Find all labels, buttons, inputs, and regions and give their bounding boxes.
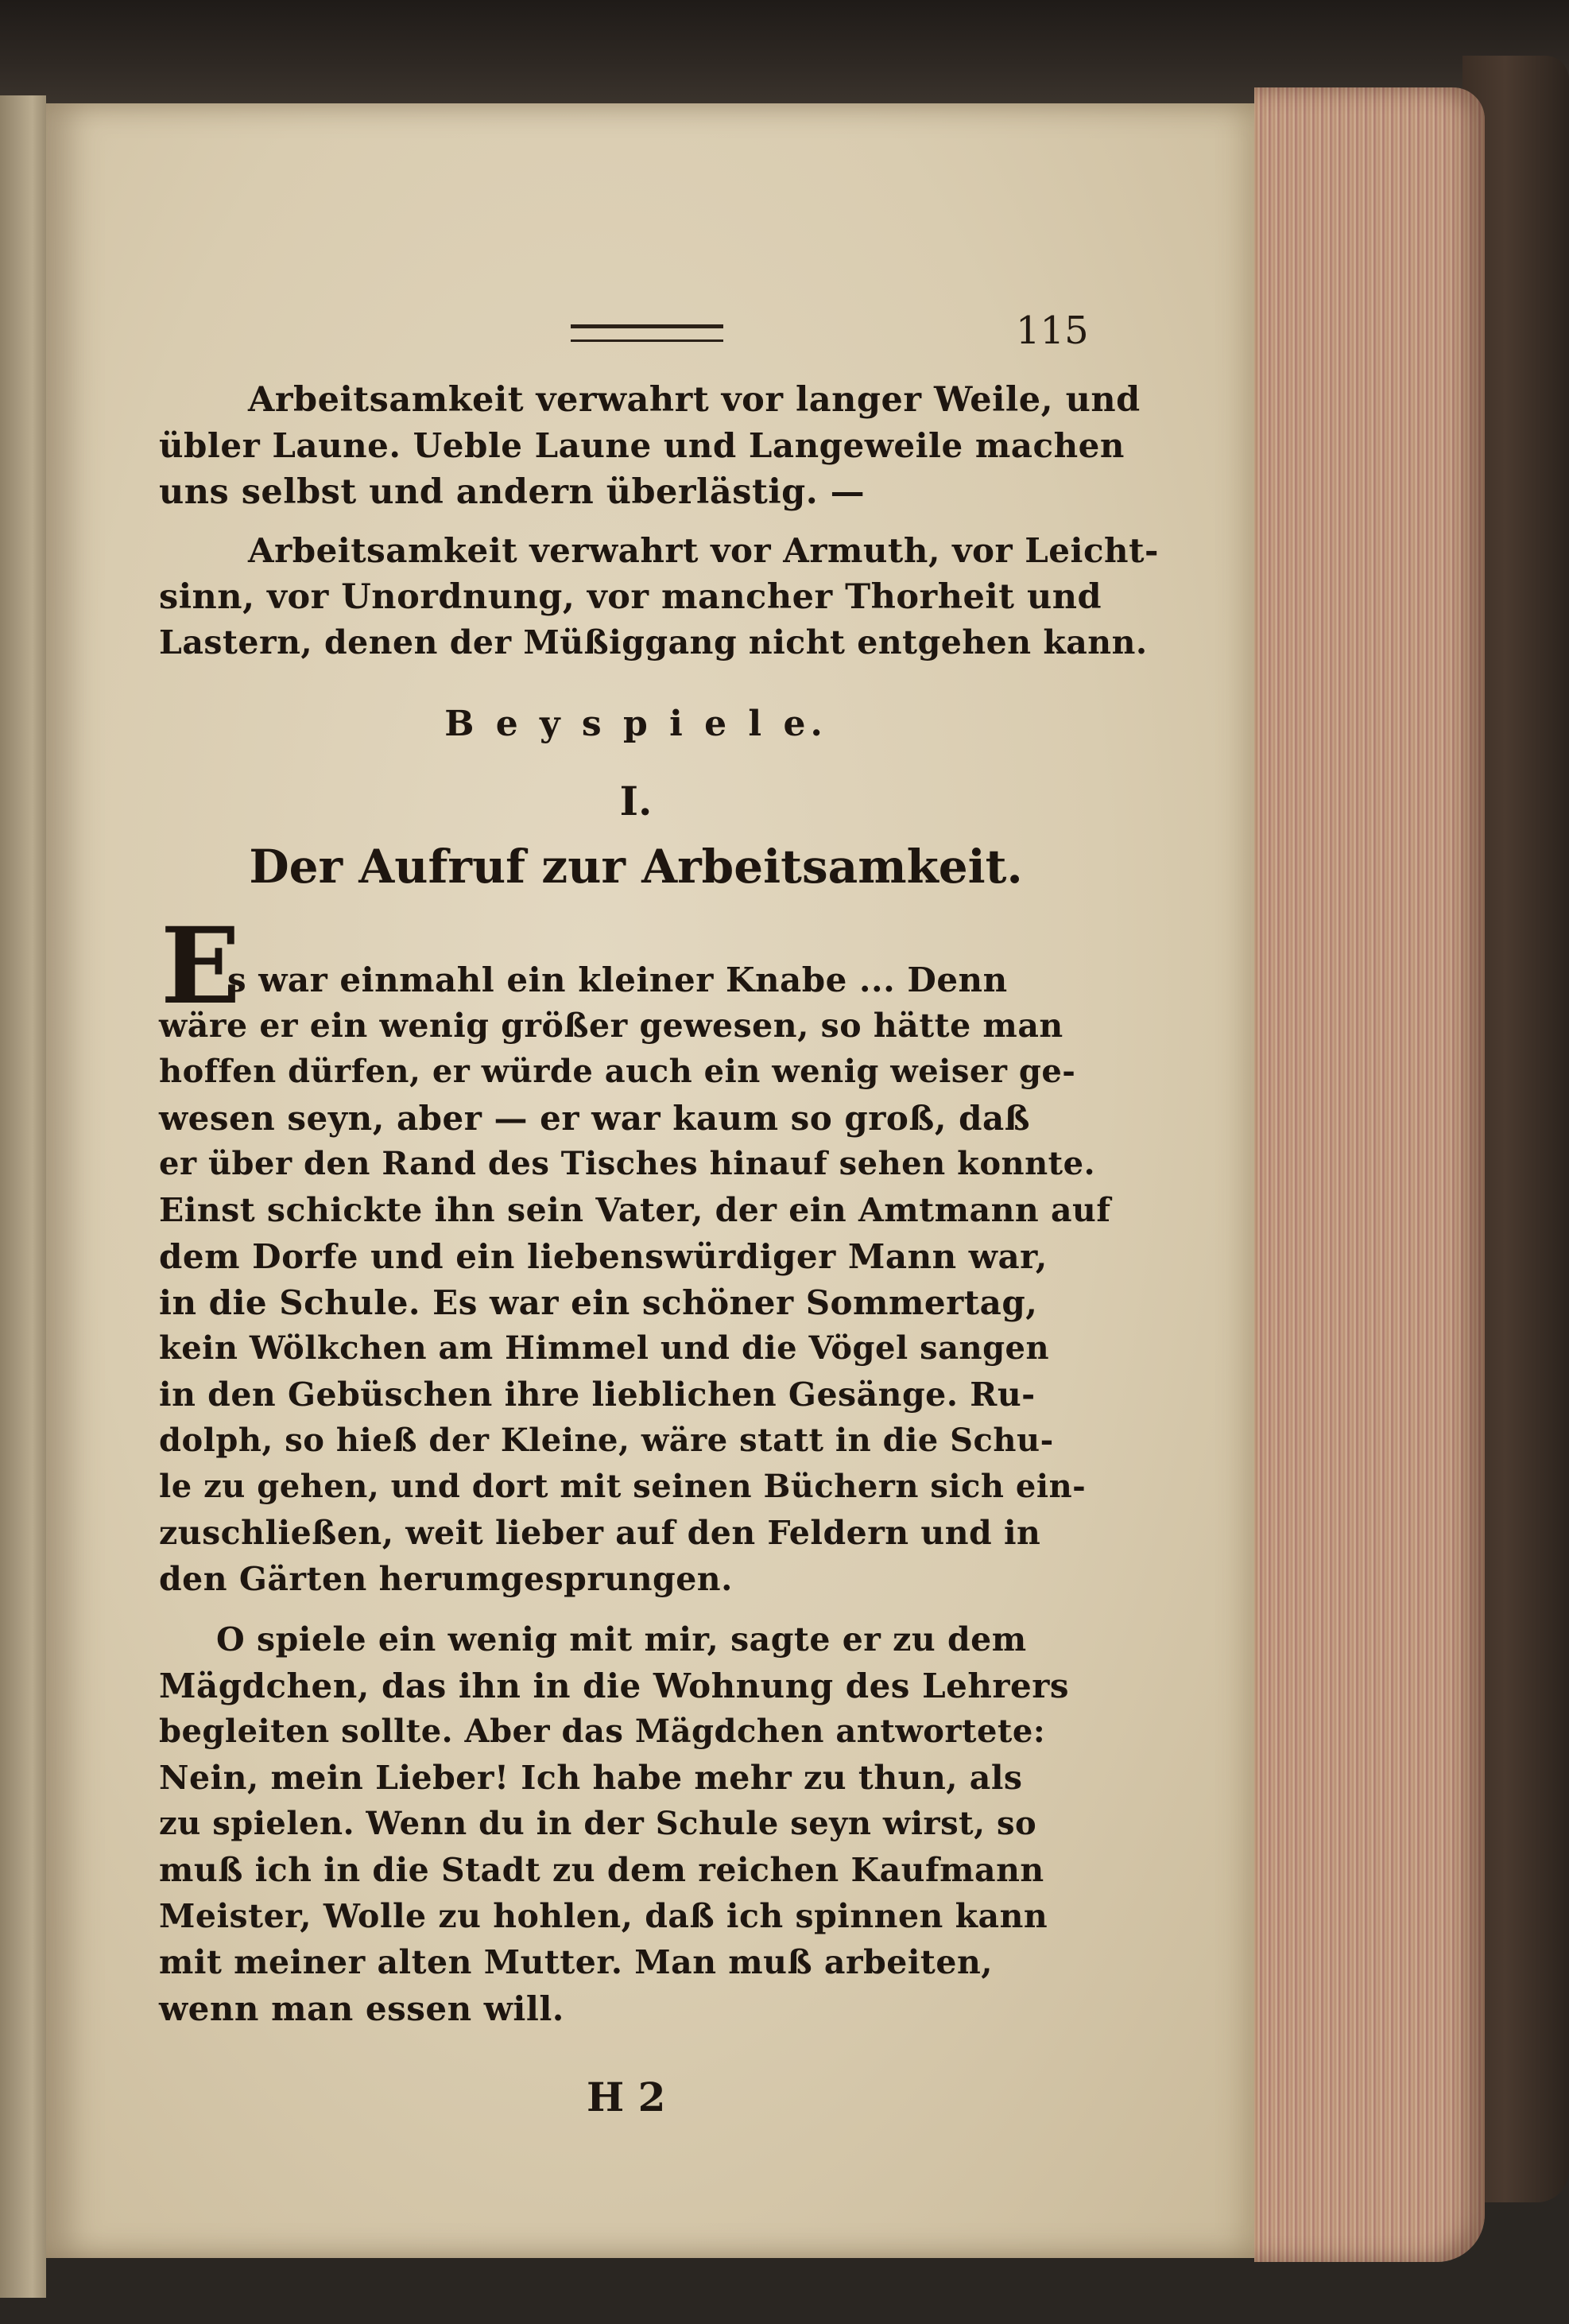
text-line: muß ich in die Stadt zu dem reichen Kaufmann (159, 1851, 1044, 1889)
text-line: uns selbst und andern überlästig. — (159, 472, 866, 512)
story-text (159, 960, 1111, 2042)
text-line: den Gärten herumgesprungen. (159, 1560, 733, 1598)
section-heading: B e y s p i e l e. (444, 704, 827, 744)
text-line: begleiten sollte. Aber das Mägdchen antwortete: (159, 1713, 1046, 1750)
text-line: Meister, Wolle zu hohlen, daß ich spinnen kann (159, 1897, 1048, 1935)
text-line: zu spielen. Wenn du in der Schule seyn wirst, so (159, 1805, 1037, 1842)
text-line: Arbeitsamkeit verwahrt vor langer Weile, und (248, 380, 1141, 420)
text-line: O spiele ein wenig mit mir, sagte er zu dem (216, 1620, 1027, 1659)
text-line: Lastern, denen der Müßiggang nicht entgehen kann. (159, 623, 1148, 662)
text-line: in die Schule. Es war ein schöner Sommertag, (159, 1283, 1038, 1322)
text-line: kein Wölkchen am Himmel und die Vögel sangen (159, 1329, 1050, 1367)
text-line: zuschließen, weit lieber auf den Feldern und in (159, 1514, 1041, 1552)
text-line: wenn man essen will. (159, 1989, 564, 2028)
drop-cap: E (161, 905, 241, 1028)
story-title: Der Aufruf zur Arbeitsamkeit. (249, 840, 1023, 894)
text-line: in den Gebüschen ihre lieblichen Gesänge. Ru- (159, 1375, 1036, 1414)
text-line: sinn, vor Unordnung, vor mancher Thorheit und (159, 577, 1102, 617)
text-line: er über den Rand des Tisches hinauf sehen konnte. (159, 1145, 1096, 1182)
text-line: le zu gehen, und dort mit seinen Büchern sich ein- (159, 1468, 1087, 1505)
text-line: Arbeitsamkeit verwahrt vor Armuth, vor Leicht- (248, 531, 1159, 570)
text-line: hoffen dürfen, er würde auch ein wenig weiser ge- (159, 1053, 1076, 1090)
page-block-edge (1254, 87, 1485, 2262)
page-number: 115 (1016, 308, 1089, 353)
text-line: wesen seyn, aber — er war kaum so groß, daß (159, 1099, 1031, 1138)
text-line: dolph, so hieß der Kleine, wäre statt in die Schu- (159, 1422, 1054, 1459)
text-line: mit meiner alten Mutter. Man muß arbeiten, (159, 1943, 994, 1981)
text-line: Nein, mein Lieber! Ich habe mehr zu thun, als (159, 1759, 1023, 1797)
story-number: I. (619, 778, 653, 824)
text-line: Mägdchen, das ihn in die Wohnung des Lehrers (159, 1666, 1069, 1705)
text-line: übler Laune. Ueble Laune und Langeweile machen (159, 426, 1125, 465)
text-line: dem Dorfe und ein liebenswürdiger Mann war, (159, 1237, 1048, 1276)
header-rule (571, 324, 723, 342)
text-line: wäre er ein wenig größer gewesen, so hätte man (159, 1007, 1063, 1045)
signature-mark: H 2 (587, 2074, 666, 2120)
text-line: s war einmahl ein kleiner Knabe ... Denn (227, 960, 1008, 999)
intro-text (159, 380, 1159, 666)
facing-page-edge (0, 95, 46, 2298)
text-line: Einst schickte ihn sein Vater, der ein Amtmann auf (159, 1191, 1111, 1229)
